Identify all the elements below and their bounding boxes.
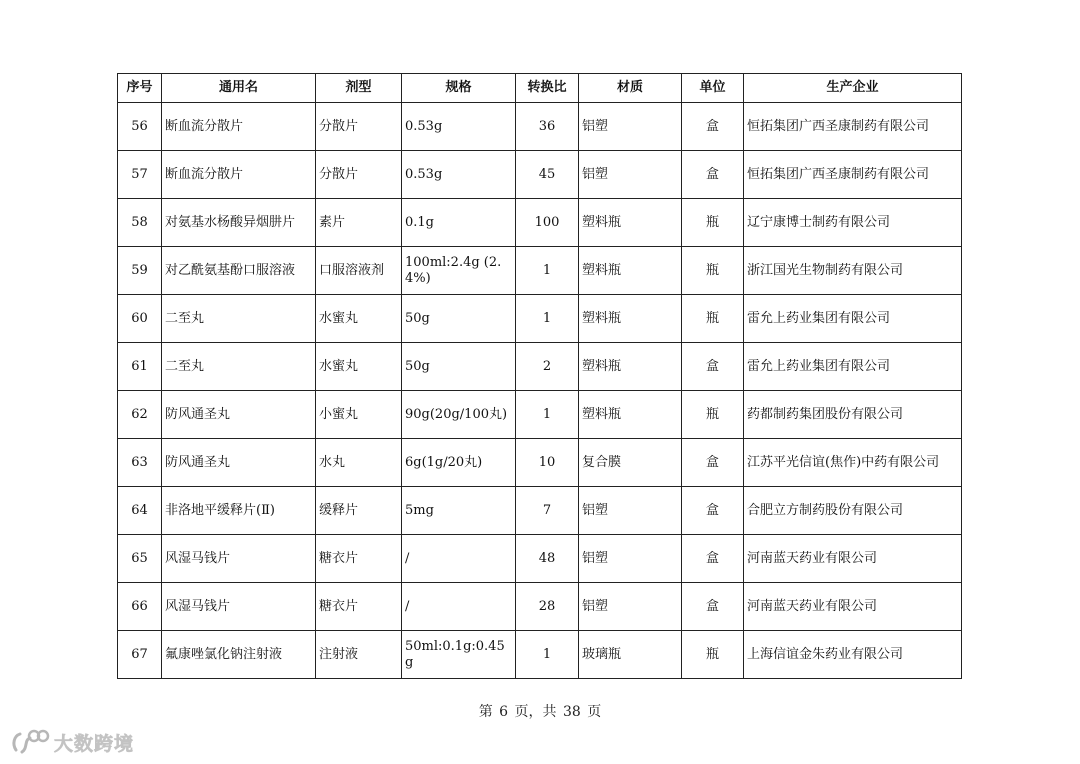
cell-dosage-form: 缓释片: [316, 487, 402, 535]
cell-conversion-ratio: 7: [516, 487, 579, 535]
cell-dosage-form: 分散片: [316, 151, 402, 199]
cell-spec: 100ml:2.4g (2.4%): [402, 247, 516, 295]
cell-generic-name: 断血流分散片: [162, 103, 316, 151]
cell-conversion-ratio: 10: [516, 439, 579, 487]
cell-manufacturer: 河南蓝天药业有限公司: [744, 535, 962, 583]
cell-spec: 6g(1g/20丸): [402, 439, 516, 487]
table-row: [118, 199, 962, 247]
cell-index: 61: [118, 343, 162, 391]
cell-material: 塑料瓶: [579, 295, 682, 343]
cell-spec: 0.53g: [402, 151, 516, 199]
cell-unit: 瓶: [682, 391, 744, 439]
cell-manufacturer: 浙江国光生物制药有限公司: [744, 247, 962, 295]
cell-generic-name: 风湿马钱片: [162, 535, 316, 583]
cell-manufacturer: 雷允上药业集团有限公司: [744, 343, 962, 391]
cell-manufacturer: 上海信谊金朱药业有限公司: [744, 631, 962, 679]
cell-unit: 盒: [682, 343, 744, 391]
watermark-text: 大数跨境: [54, 732, 135, 755]
cell-unit: 盒: [682, 535, 744, 583]
cell-spec: 50g: [402, 343, 516, 391]
cell-index: 63: [118, 439, 162, 487]
cell-index: 62: [118, 391, 162, 439]
cell-material: 复合膜: [579, 439, 682, 487]
cell-conversion-ratio: 28: [516, 583, 579, 631]
cell-spec: /: [402, 583, 516, 631]
cell-manufacturer: 合肥立方制药股份有限公司: [744, 487, 962, 535]
table-row: [118, 295, 962, 343]
cell-unit: 盒: [682, 439, 744, 487]
cell-material: 塑料瓶: [579, 199, 682, 247]
cell-index: 58: [118, 199, 162, 247]
cell-unit: 盒: [682, 583, 744, 631]
table-row: [118, 247, 962, 295]
cell-material: 铝塑: [579, 583, 682, 631]
cell-unit: 瓶: [682, 295, 744, 343]
cell-dosage-form: 水蜜丸: [316, 295, 402, 343]
col-header-spec: 规格: [402, 74, 516, 103]
cell-dosage-form: 糖衣片: [316, 583, 402, 631]
cell-material: 铝塑: [579, 151, 682, 199]
cell-material: 铝塑: [579, 535, 682, 583]
cell-conversion-ratio: 1: [516, 295, 579, 343]
cell-index: 59: [118, 247, 162, 295]
table-row: [118, 631, 962, 679]
cell-spec: /: [402, 535, 516, 583]
col-header-generic-name: 通用名: [162, 74, 316, 103]
cell-conversion-ratio: 36: [516, 103, 579, 151]
cell-conversion-ratio: 2: [516, 343, 579, 391]
cell-spec: 50g: [402, 295, 516, 343]
cell-material: 玻璃瓶: [579, 631, 682, 679]
cell-index: 67: [118, 631, 162, 679]
cell-material: 铝塑: [579, 103, 682, 151]
cell-generic-name: 风湿马钱片: [162, 583, 316, 631]
cell-index: 56: [118, 103, 162, 151]
table-header-row: [118, 74, 962, 103]
cell-conversion-ratio: 45: [516, 151, 579, 199]
cell-spec: 0.1g: [402, 199, 516, 247]
col-header-conversion-ratio: 转换比: [516, 74, 579, 103]
page-number: 第 6 页，共 38 页: [478, 704, 602, 720]
table-row: [118, 439, 962, 487]
brand-logo-icon: [10, 728, 50, 756]
cell-dosage-form: 分散片: [316, 103, 402, 151]
cell-index: 57: [118, 151, 162, 199]
cell-manufacturer: 恒拓集团广西圣康制药有限公司: [744, 103, 962, 151]
cell-material: 塑料瓶: [579, 247, 682, 295]
cell-spec: 5mg: [402, 487, 516, 535]
cell-unit: 盒: [682, 151, 744, 199]
cell-index: 60: [118, 295, 162, 343]
cell-manufacturer: 雷允上药业集团有限公司: [744, 295, 962, 343]
col-header-index: 序号: [118, 74, 162, 103]
cell-unit: 盒: [682, 103, 744, 151]
cell-generic-name: 对氨基水杨酸异烟肼片: [162, 199, 316, 247]
cell-conversion-ratio: 1: [516, 247, 579, 295]
table-row: [118, 487, 962, 535]
cell-conversion-ratio: 48: [516, 535, 579, 583]
cell-dosage-form: 素片: [316, 199, 402, 247]
table-row: [118, 583, 962, 631]
cell-dosage-form: 水丸: [316, 439, 402, 487]
table-row: [118, 151, 962, 199]
cell-material: 塑料瓶: [579, 343, 682, 391]
table-row: [118, 391, 962, 439]
cell-dosage-form: 水蜜丸: [316, 343, 402, 391]
cell-generic-name: 防风通圣丸: [162, 391, 316, 439]
cell-material: 塑料瓶: [579, 391, 682, 439]
table-row: [118, 535, 962, 583]
cell-manufacturer: 药都制药集团股份有限公司: [744, 391, 962, 439]
cell-generic-name: 对乙酰氨基酚口服溶液: [162, 247, 316, 295]
cell-dosage-form: 注射液: [316, 631, 402, 679]
cell-generic-name: 防风通圣丸: [162, 439, 316, 487]
cell-unit: 盒: [682, 487, 744, 535]
cell-conversion-ratio: 1: [516, 391, 579, 439]
col-header-dosage-form: 剂型: [316, 74, 402, 103]
col-header-unit: 单位: [682, 74, 744, 103]
cell-generic-name: 非洛地平缓释片(Ⅱ): [162, 487, 316, 535]
cell-generic-name: 二至丸: [162, 343, 316, 391]
table-body: [118, 103, 962, 679]
cell-index: 64: [118, 487, 162, 535]
cell-spec: 90g(20g/100丸): [402, 391, 516, 439]
col-header-manufacturer: 生产企业: [744, 74, 962, 103]
cell-generic-name: 断血流分散片: [162, 151, 316, 199]
cell-conversion-ratio: 1: [516, 631, 579, 679]
cell-generic-name: 氟康唑氯化钠注射液: [162, 631, 316, 679]
cell-manufacturer: 恒拓集团广西圣康制药有限公司: [744, 151, 962, 199]
drug-table-container: [117, 73, 961, 679]
cell-spec: 50ml:0.1g:0.45g: [402, 631, 516, 679]
watermark: [10, 728, 134, 756]
cell-dosage-form: 糖衣片: [316, 535, 402, 583]
cell-index: 65: [118, 535, 162, 583]
table-row: [118, 103, 962, 151]
cell-manufacturer: 辽宁康博士制药有限公司: [744, 199, 962, 247]
cell-spec: 0.53g: [402, 103, 516, 151]
cell-manufacturer: 江苏平光信谊(焦作)中药有限公司: [744, 439, 962, 487]
cell-material: 铝塑: [579, 487, 682, 535]
cell-dosage-form: 小蜜丸: [316, 391, 402, 439]
cell-index: 66: [118, 583, 162, 631]
cell-manufacturer: 河南蓝天药业有限公司: [744, 583, 962, 631]
cell-generic-name: 二至丸: [162, 295, 316, 343]
cell-unit: 瓶: [682, 199, 744, 247]
cell-unit: 瓶: [682, 247, 744, 295]
col-header-material: 材质: [579, 74, 682, 103]
cell-unit: 瓶: [682, 631, 744, 679]
cell-dosage-form: 口服溶液剂: [316, 247, 402, 295]
drug-table: [117, 73, 962, 679]
cell-conversion-ratio: 100: [516, 199, 579, 247]
table-row: [118, 343, 962, 391]
